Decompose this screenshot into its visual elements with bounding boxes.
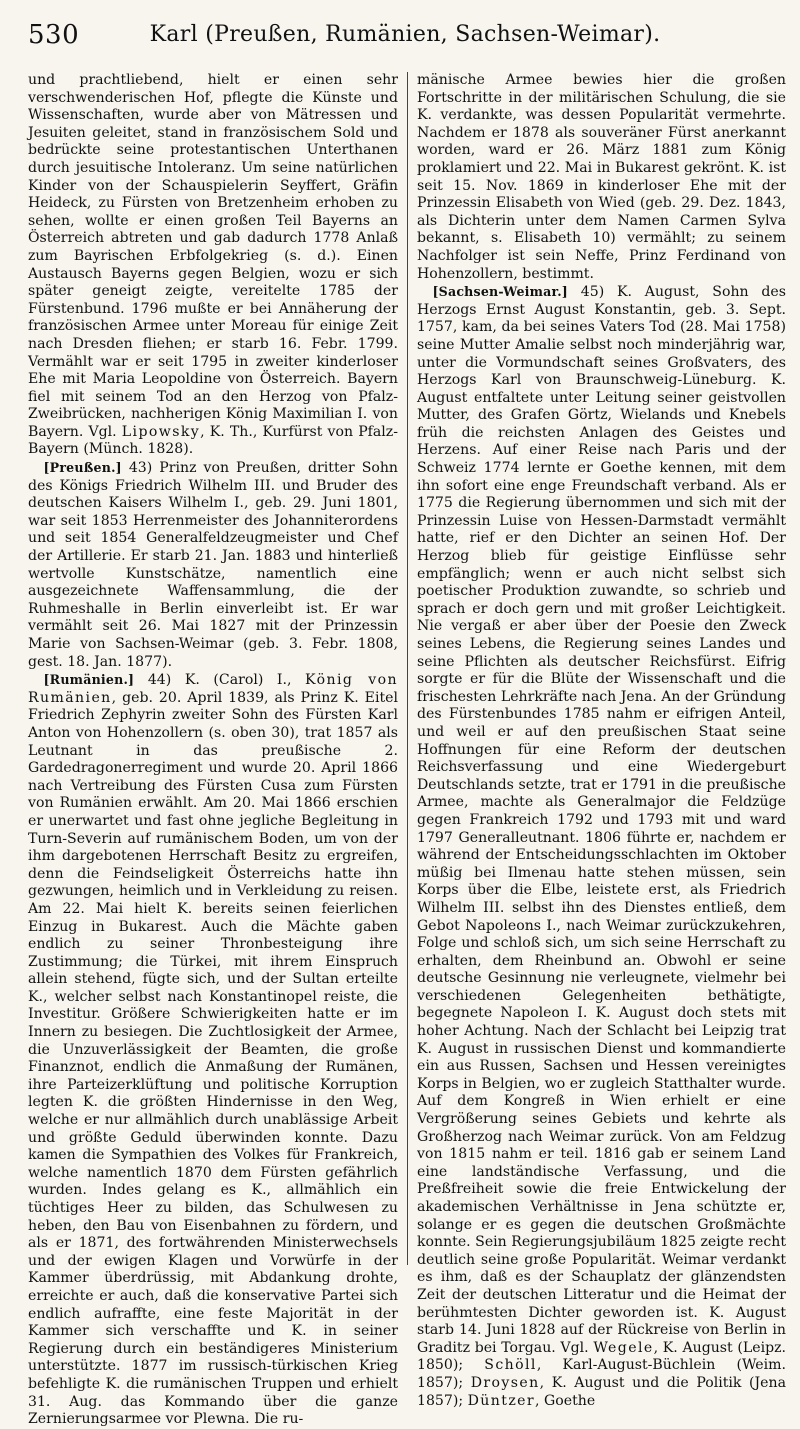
entry-44-continuation: mänische Armee bewies hier die großen Fortschritte in der militärischen Schulung, die sie K. verdankte, was dessen Popularität vermehrte. Nachdem er 1878 als souveräner Fürst anerkannt worden, ward er 26. März 1881 zum König proklamiert und 22. Mai in Bukarest gekrönt. K. ist seit 15. Nov. 1869 in kinderloser Ehe mit der Prinzessin Elisabeth von Wied (geb. 29. Dez. 1843, als Dichterin unter dem Namen Carmen Sylva bekannt, s. Elisabeth 10) vermählt; zu seinem Nachfolger ist sein Neffe, Prinz Ferdinand von Hohenzollern, bestimmt. [417,72,786,282]
right-column [407,72,787,1409]
author-name: Lipowsky [121,423,201,440]
entry-42-continuation: und prachtliebend, hielt er einen sehr verschwenderischen Hof, pflegte die Künste und Wissenschaften, wurde aber von Mätressen und Jesuiten geleitet, stand in französischem Sold und bedrückte seine protestantischen Unterthanen durch jesuitische Intoleranz. Um seine natürlichen Kinder von der Schauspielerin Seyffert, Gräfin Heideck, zu Fürsten von Bretzenheim erhoben zu sehen, wollte er einen großen Teil Bayerns an Österreich abtreten und gab dadurch 1778 Anlaß zum Bayrischen Erbfolgekrieg (s. d.). Einen Austausch Bayerns gegen Belgien, wozu er sich später geneigt zeigte, vereitelte 1785 der Fürstenbund. 1796 mußte er bei Annäherung der französischen Armee unter Moreau für einige Zeit nach Dresden fliehen; er starb 16. Febr. 1799. Vermählt war er seit 1795 in zweiter kinderloser Ehe mit Maria Leopoldine von Österreich. Bayern fiel mit seinem Tod an den Herzog von Pfalz-Zweibrücken, nachherigen König Maximilian I. von Bayern. Vgl. Lipowsky, K. Th., Kurfürst von Pfalz-Bayern (Münch. 1828). [28,72,398,458]
section-tag: [Rumänien.] [43,672,135,688]
page-header [28,14,782,58]
page-number: 530 [28,20,80,50]
entry-44-rumaenien: [Rumänien.] 44) K. (Carol) I., König von Rumänien, geb. 20. April 1839, als Prinz K. Eitel Friedrich Zephyrin zweiter Sohn des Fürsten Karl Anton von Hohenzollern (s. oben 30), trat 1857 als Leutnant in das preußische 2. Gardedragonerregiment und wurde 20. April 1866 nach Vertreibung des Fürsten Cusa zum Fürsten von Rumänien erwählt. Am 20. Mai 1866 erschien er unerwartet und fast ohne jegliche Begleitung in Turn-Severin auf rumänischem Boden, um von der ihm dargebotenen Herrschaft Besitz zu ergreifen, denn die Feindseligkeit Österreichs hatte ihn gezwungen, heimlich und in Verkleidung zu reisen. Am 22. Mai hielt K. bereits seinen feierlichen Einzug in Bukarest. Auch die Mächte gaben endlich zu seiner Thronbesteigung ihre Zustimmung; die Türkei, mit ihrem Einspruch allein stehend, fügte sich, und der Sultan erteilte K., welcher selbst nach Konstantinopel reiste, die Investitur. Größere Schwierigkeiten hatte er im Innern zu besiegen. Die Zuchtlosigkeit der Armee, die Unzuverlässigkeit der Beamten, die große Finanznot, endlich die Anmaßung der Rumänen, ihre Parteizerklüftung und politische Korruption legten K. die größten Hindernisse in den Weg, welche er nur allmählich durch unablässige Arbeit und größte Geduld überwinden konnte. Dazu kamen die Sympathien des Volkes für Frankreich, welche namentlich 1870 dem Fürsten gefährlich wurden. Indes gelang es K., allmählich ein tüchtiges Heer zu bilden, das Schulwesen zu heben, den Bau von Eisenbahnen zu fördern, und als er 1871, des fortwährenden Ministerwechsels und der ewigen Klagen und Vorwürfe in der Kammer überdrüssig, mit Abdankung drohte, erreichte er auch, daß die konservative Partei sich endlich aufraffte, eine feste Majorität in der Kammer sich verschaffte und K. in seiner Regierung durch ein beständigeres Ministerium unterstützte. 1877 im russisch-türkischen Krieg befehligte K. die rumänischen Truppen und erhielt 31. Aug. das Kommando über die ganze Zernierungsarmee vor Plewna. Die ru- [28,672,398,1428]
author-name: Schöll [484,1357,537,1374]
author-name: Düntzer [467,1392,536,1409]
left-column [28,72,407,1428]
entry-43-preussen: [Preußen.] 43) Prinz von Preußen, dritter Sohn des Königs Friedrich Wilhelm III. und Bruder des deutschen Kaisers Wilhelm I., geb. 29. Juni 1801, war seit 1853 Herrenmeister des Johanniterordens und seit 1854 Generalfeldzeugmeister und Chef der Artillerie. Er starb 21. Jan. 1883 und hinterließ wertvolle Kunstschätze, namentlich eine ausgezeichnete Waffensammlung, die der Ruhmeshalle in Berlin einverleibt ist. Er war vermählt seit 26. Mai 1827 mit der Prinzessin Marie von Sachsen-Weimar (geb. 3. Febr. 1808, gest. 18. Jan. 1877). [28,460,398,670]
author-name: Droysen [470,1374,540,1391]
entry-45-sachsen-weimar: [Sachsen-Weimar.] 45) K. August, Sohn des Herzogs Ernst August Konstantin, geb. 3. Sept. 1757, kam, da bei seines Vaters Tod (28. Mai 1758) seine Mutter Amalie selbst noch minderjährig war, unter die Vormundschaft seines Großvaters, des Herzogs Karl von Braunschweig-Lüneburg. K. August entfaltete unter Leitung seiner geistvollen Mutter, des Grafen Görtz, Wielands und Knebels früh die reichsten Anlagen des Geistes und Herzens. Auf einer Reise nach Paris und der Schweiz 1774 lernte er Goethe kennen, mit dem ihn sofort eine enge Freundschaft verband. Als er 1775 die Regierung übernommen und sich mit der Prinzessin Luise von Hessen-Darmstadt vermählt hatte, rief er den Dichter an seinen Hof. Der Herzog blieb für geistige Einflüsse sehr empfänglich; wenn er auch nicht selbst sich poetischer Produktion zuwandte, so schrieb und sprach er doch gern und mit großer Leichtigkeit. Nie vergaß er aber über der Poesie den Zweck seines Lebens, die Regierung seines Landes und seine Pflichten als deutscher Reichsfürst. Eifrig sorgte er für die Blüte der Wissenschaft und die frischesten Lehrkräfte nach Jena. An der Gründung des Fürstenbundes 1785 nahm er eifrigen Anteil, und weil er auf den preußischen Staat seine Hoffnungen für eine Reform der deutschen Reichsverfassung und eine Wiedergeburt Deutschlands setzte, trat er 1791 in die preußische Armee, machte als Generalmajor die Feldzüge gegen Frankreich 1792 und 1793 mit und ward 1797 Generalleutnant. 1806 führte er, nachdem er während der Entscheidungsschlachten im Oktober müßig bei Ilmenau hatte stehen müssen, sein Korps über die Elbe, leistete erst, als Friedrich Wilhelm III. selbst ihn des Dienstes entließ, dem Gebot Napoleons I., nach Weimar zurückzukehren, Folge und schloß sich, um sich seine Herrschaft zu erhalten, dem Rheinbund an. Obwohl er seine deutsche Gesinnung nie verleugnete, vielmehr bei verschiedenen Gelegenheiten bethätigte, begegnete Napoleon I. K. August doch stets mit hoher Achtung. Nach der Schlacht bei Leipzig trat K. August in russischen Dienst und kommandierte ein aus Russen, Sachsen und Hessen vereinigtes Korps in Belgien, wo er zugleich Statthalter wurde. Auf dem Kongreß in Wien erhielt er eine Vergrößerung seines Gebiets und kehrte als Großherzog nach Weimar zurück. Von am Feldzug von 1815 nahm er teil. 1816 gab er seinem Land eine landständische Verfassung, und die Preßfreiheit sowie die freie Entwickelung der akademischen Verhältnisse in Jena schützte er, solange er es gegen die deutschen Großmächte konnte. Sein Regierungsjubiläum 1825 zeigte recht deutlich seine große Popularität. Weimar verdankt es ihm, daß es der Schauplatz der glänzendsten Zeit der deutschen Litteratur und die Heimat der berühmtesten Dichter geworden ist. K. August starb 14. Juni 1828 auf der Rückreise von Berlin in Graditz bei Torgau. Vgl. Wegele, K. August (Leipz. 1850); Schöll, Karl-August-Büchlein (Weim. 1857); Droysen, K. August und die Politik (Jena 1857); Düntzer, Goethe [417,284,787,1409]
entry-title: König von Rumänien [28,672,398,706]
running-title: Karl (Preußen, Rumänien, Sachsen-Weimar). [149,22,661,47]
section-tag: [Preußen.] [43,460,122,476]
text-columns [28,72,787,1428]
section-tag: [Sachsen-Weimar.] [432,284,568,300]
author-name: Wegele [593,1339,654,1356]
